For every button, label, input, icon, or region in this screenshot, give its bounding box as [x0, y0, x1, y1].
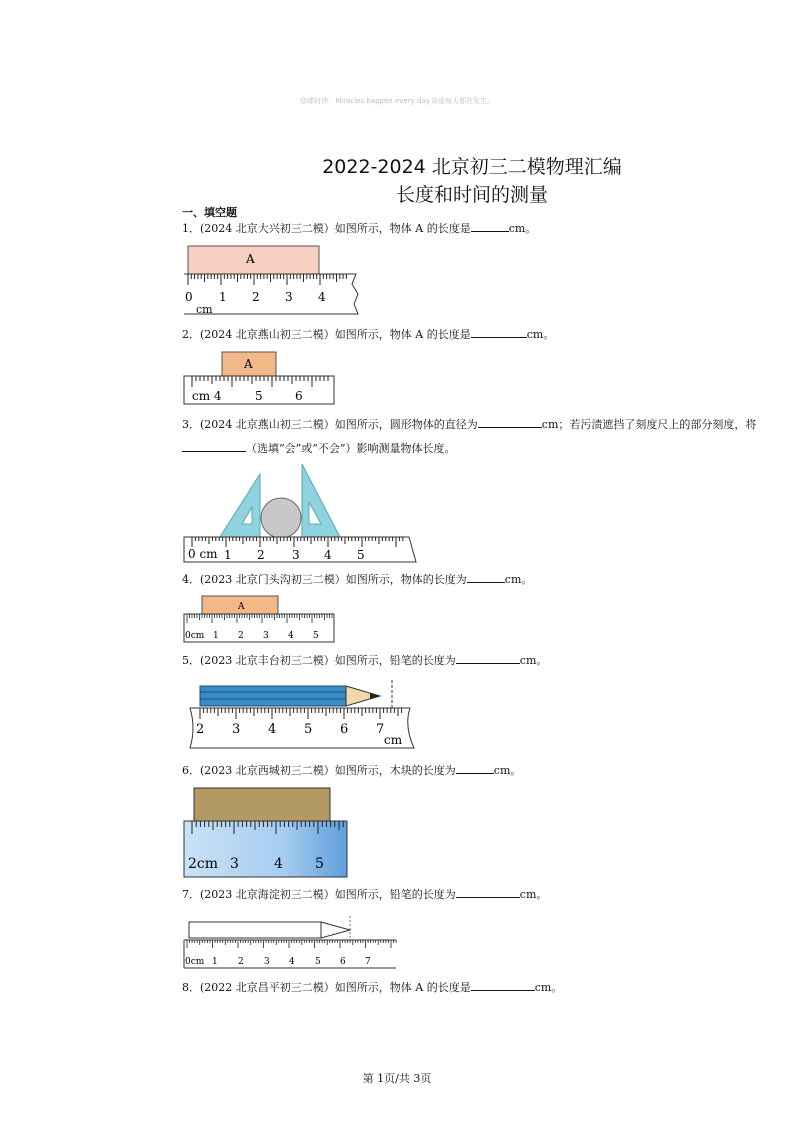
question-text: 1．(2024 北京大兴初三二模）如图所示，物体 A 的长度是: [182, 222, 471, 235]
tick-label: 2: [257, 548, 265, 562]
tick-label: 5: [315, 957, 321, 967]
question-4: [182, 570, 532, 590]
object-label: A: [238, 602, 245, 612]
question-unit: cm。: [534, 981, 563, 994]
tick-label: 2cm: [188, 856, 219, 872]
question-unit: cm。: [526, 328, 555, 341]
object-label: A: [246, 252, 255, 266]
object-label: A: [244, 357, 253, 371]
question-text: 8．(2022 北京昌平初三二模）如图所示，物体 A 的长度是: [182, 981, 471, 994]
question-6: [182, 761, 521, 781]
tick-label: 5: [315, 856, 324, 872]
tick-label: 1: [212, 957, 218, 967]
tick-label: 2: [196, 722, 205, 737]
figure-2-ruler: [184, 352, 339, 404]
tick-label: 4: [268, 722, 277, 737]
figure-3-ruler: [184, 462, 424, 564]
question-text: 4．(2023 北京门头沟初三二模）如图所示，物体的长度为: [182, 573, 467, 586]
figure-7-ruler: [184, 916, 404, 972]
tick-label: 3: [285, 290, 293, 304]
question-text: 2．(2024 北京燕山初三二模）如图所示，物体 A 的长度是: [182, 328, 471, 341]
tick-label: 7: [365, 957, 371, 967]
tick-label: 2: [252, 290, 260, 304]
question-text: 6．(2023 北京西城初三二模）如图所示，木块的长度为: [182, 764, 456, 777]
tick-marks: [187, 940, 396, 948]
tick-label: 3: [292, 548, 300, 562]
section-heading: 一、填空题: [182, 206, 237, 219]
answer-blank[interactable]: [456, 885, 520, 898]
question-unit: cm。: [519, 888, 548, 901]
unit-label: cm: [196, 303, 213, 316]
question-2: [182, 325, 554, 345]
tick-label: 5: [357, 548, 365, 562]
tick-label: 4: [288, 631, 294, 641]
question-unit: cm。: [504, 573, 533, 586]
tick-label: 1: [224, 548, 232, 562]
tick-label: 2: [238, 957, 244, 967]
wooden-block: [194, 788, 330, 822]
tick-label: 1: [213, 631, 219, 641]
tick-label: 4: [274, 856, 283, 872]
tick-label: 3: [264, 957, 270, 967]
tick-label: 4: [289, 957, 295, 967]
figure-5-ruler: [184, 678, 424, 758]
tick-label: 5: [255, 389, 263, 403]
tick-label: 6: [340, 957, 346, 967]
page-subtitle: 长度和时间的测量: [395, 184, 548, 206]
figure-6-ruler: [184, 788, 354, 880]
answer-blank[interactable]: [478, 415, 542, 428]
answer-blank[interactable]: [182, 439, 246, 452]
page-footer: 第 1页/共 3页: [362, 1072, 432, 1085]
tick-label: 0: [185, 290, 193, 304]
tick-label: 4: [318, 290, 326, 304]
tick-label: 5: [313, 631, 319, 641]
pencil: [189, 916, 350, 942]
question-8: [182, 978, 562, 998]
tick-label: 3: [230, 856, 239, 872]
question-unit: cm。: [508, 222, 537, 235]
figure-4-ruler: [184, 596, 339, 644]
unit-label: cm: [384, 733, 403, 747]
round-object: [261, 498, 301, 538]
question-1: [182, 219, 536, 239]
tick-label: 4: [324, 548, 332, 562]
question-text: 3．(2024 北京燕山初三二模）如图所示，圆形物体的直径为: [182, 418, 478, 431]
tick-label: 0 cm: [188, 547, 218, 561]
answer-blank[interactable]: [471, 978, 535, 991]
question-text: 7．(2023 北京海淀初三二模）如图所示，铅笔的长度为: [182, 888, 456, 901]
pencil: [200, 680, 392, 708]
answer-blank[interactable]: [467, 570, 505, 583]
tick-label: 6: [340, 722, 349, 737]
question-unit: cm。: [493, 764, 522, 777]
tick-label: 3: [263, 631, 269, 641]
question-text: （选填“会”或“不会”）影响测量物体长度。: [246, 442, 456, 455]
question-text: 5．(2023 北京丰台初三二模）如图所示，铅笔的长度为: [182, 654, 456, 667]
tick-label: 6: [295, 389, 303, 403]
answer-blank[interactable]: [471, 325, 527, 338]
answer-blank[interactable]: [471, 219, 509, 232]
tick-label: 2: [238, 631, 244, 641]
tick-label: 0cm: [185, 957, 205, 967]
tick-label: 3: [232, 722, 241, 737]
question-unit: cm。: [519, 654, 548, 667]
question-3: [182, 413, 772, 461]
set-square-left: [220, 474, 260, 537]
answer-blank[interactable]: [456, 761, 494, 774]
tick-label: 0cm: [185, 631, 205, 641]
question-5: [182, 651, 547, 671]
page-title: 2022-2024 北京初三二模物理汇编: [322, 156, 622, 178]
figure-1-ruler: [184, 246, 364, 318]
watermark: ☺课时侠：Miracles happen every day.奇迹每天都在发生。: [299, 97, 495, 105]
tick-label: 7: [376, 722, 385, 737]
set-square-right: [302, 464, 340, 537]
tick-label: 1: [219, 290, 227, 304]
question-7: [182, 885, 547, 905]
answer-blank[interactable]: [456, 651, 520, 664]
tick-label: 5: [304, 722, 313, 737]
tick-label: cm 4: [192, 389, 222, 403]
question-text: cm；若污渍遮挡了刻度尺上的部分刻度，将: [541, 418, 757, 431]
